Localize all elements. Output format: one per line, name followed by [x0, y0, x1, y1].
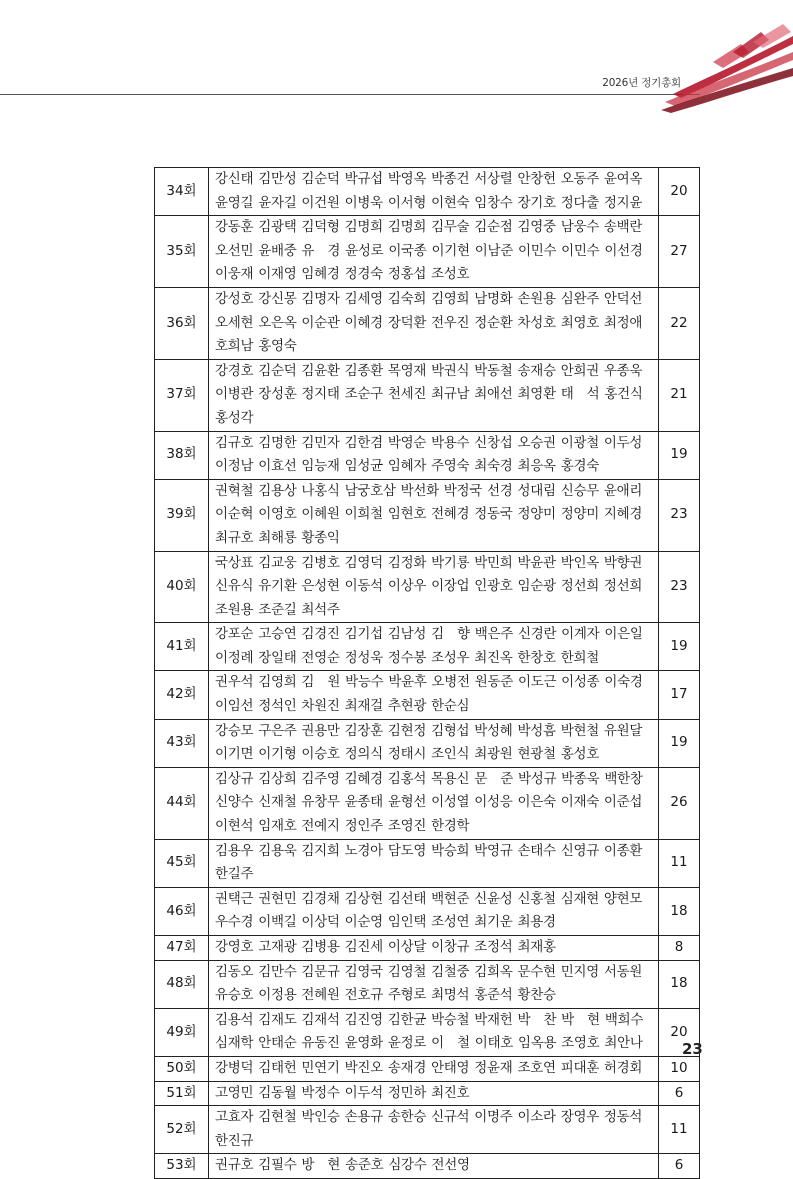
names-cell: 강포순 고승연 김경진 김기섭 김남성 김 향 백은주 신경란 이계자 이은일 이정례 장일태 전영순 정성욱 정수봉 조성우 최진옥 한창호 한희철: [209, 623, 659, 671]
names-cell: 김동오 김만수 김문규 김영국 김영철 김철중 김희옥 문수현 민지영 서동원 유승호 이정용 전혜원 전호규 주형로 최명석 홍준석 황찬승: [209, 960, 659, 1008]
count-cell: 6: [659, 1154, 700, 1179]
generation-cell: 42회: [155, 671, 209, 719]
generation-cell: 49회: [155, 1008, 209, 1056]
names-cell: 고효자 김현철 박인승 손용규 송한승 신규석 이명주 이소라 장영우 정동석 한진규: [209, 1106, 659, 1154]
table-row: [155, 1008, 700, 1056]
generation-cell: 50회: [155, 1056, 209, 1081]
member-table: [154, 167, 700, 1179]
table-row: [155, 359, 700, 431]
table-row: [155, 216, 700, 288]
table-row: [155, 479, 700, 551]
table-row: [155, 551, 700, 623]
count-cell: 26: [659, 767, 700, 839]
count-cell: 20: [659, 1008, 700, 1056]
count-cell: 11: [659, 1106, 700, 1154]
names-cell: 강승모 구은주 권용만 김장훈 김현정 김형섭 박성혜 박성흠 박현철 유원달 이기면 이기형 이승호 정의식 정태시 조인식 최광원 현광철 홍성호: [209, 719, 659, 767]
names-cell: 강병덕 김태헌 민연기 박진오 송재경 안태영 정윤재 조호연 피대훈 허경회: [209, 1056, 659, 1081]
generation-cell: 51회: [155, 1081, 209, 1106]
names-cell: 강경호 김순덕 김윤환 김종환 목영재 박권식 박동철 송재승 안희권 우종욱 이병관 장성훈 정지태 조순구 천세진 최규남 최애선 최영환 태 석 홍건식 홍성각: [209, 359, 659, 431]
generation-cell: 46회: [155, 887, 209, 935]
count-cell: 19: [659, 623, 700, 671]
table-row: [155, 623, 700, 671]
table-row: [155, 1056, 700, 1081]
count-cell: 10: [659, 1056, 700, 1081]
table-row: [155, 767, 700, 839]
generation-cell: 44회: [155, 767, 209, 839]
generation-cell: 40회: [155, 551, 209, 623]
names-cell: 강성호 강신몽 김명자 김세영 김숙희 김영희 남명화 손원용 심완주 안덕선 오세현 오은옥 이순관 이혜경 장덕환 전우진 정순환 차성호 최영호 최정애 호희남 홍영숙: [209, 287, 659, 359]
generation-cell: 38회: [155, 431, 209, 479]
generation-cell: 35회: [155, 216, 209, 288]
count-cell: 8: [659, 936, 700, 961]
names-cell: 고영민 김동월 박정수 이두석 정민하 최진호: [209, 1081, 659, 1106]
names-cell: 권우석 김영희 김 원 박능수 박윤후 오병전 원동준 이도근 이성종 이숙경 이임선 정석인 차원진 최재걸 추현광 한순심: [209, 671, 659, 719]
generation-cell: 34회: [155, 168, 209, 216]
names-cell: 김용석 김재도 김재석 김진영 김한균 박승철 박재헌 박 찬 박 현 백희수 심재학 안태순 유동진 윤영화 윤정로 이 철 이태호 임옥용 조영호 최안나: [209, 1008, 659, 1056]
names-cell: 국상표 김교웅 김병호 김영덕 김정화 박기룡 박민희 박윤관 박인옥 박향권 신유식 유기환 은성현 이동석 이상우 이장업 인광호 임순광 정선희 정선희 조원용 조준길 최석주: [209, 551, 659, 623]
table-row: [155, 960, 700, 1008]
generation-cell: 45회: [155, 839, 209, 887]
table-row: [155, 1106, 700, 1154]
generation-cell: 47회: [155, 936, 209, 961]
count-cell: 17: [659, 671, 700, 719]
table-row: [155, 168, 700, 216]
count-cell: 6: [659, 1081, 700, 1106]
table-row: [155, 1154, 700, 1179]
count-cell: 20: [659, 168, 700, 216]
count-cell: 11: [659, 839, 700, 887]
count-cell: 18: [659, 960, 700, 1008]
names-cell: 권혁철 김용상 나홍식 남궁호삼 박선화 박정국 선경 성대림 신승무 윤애리 이순혁 이영호 이혜원 이희철 임현호 전혜경 정동국 정양미 정양미 지혜경 최규호 최해룡 황종익: [209, 479, 659, 551]
generation-cell: 52회: [155, 1106, 209, 1154]
count-cell: 23: [659, 479, 700, 551]
table-row: [155, 431, 700, 479]
names-cell: 강신태 김만성 김순덕 박규섭 박영옥 박종건 서상렬 안창헌 오동주 윤여옥 윤영길 윤자길 이건원 이병욱 이서형 이현숙 임창수 장기호 정다출 정지윤: [209, 168, 659, 216]
table-row: [155, 887, 700, 935]
generation-cell: 43회: [155, 719, 209, 767]
generation-cell: 41회: [155, 623, 209, 671]
count-cell: 23: [659, 551, 700, 623]
names-cell: 강동훈 김광택 김덕형 김명희 김명희 김무술 김순점 김영중 남웅수 송백란 오선민 윤배중 유 경 윤성로 이국종 이기현 이남준 이민수 이민수 이선경 이웅재 이재영 임혜경 정경숙 정홍섭 조성호: [209, 216, 659, 288]
names-cell: 권택근 권현민 김경채 김상현 김선태 백현준 신윤성 신홍철 심재현 양현모 우수경 이백길 이상덕 이순영 임인택 조성연 최기운 최용경: [209, 887, 659, 935]
count-cell: 19: [659, 431, 700, 479]
header-title: 2026년 정기총회: [602, 77, 681, 89]
names-cell: 김규호 김명한 김민자 김한겸 박영순 박용수 신창섭 오승권 이광철 이두성 이정남 이효선 임능재 임성균 임혜자 주영숙 최숙경 최응옥 홍경숙: [209, 431, 659, 479]
table-row: [155, 287, 700, 359]
count-cell: 27: [659, 216, 700, 288]
header-rule: [0, 94, 700, 95]
generation-cell: 53회: [155, 1154, 209, 1179]
table-row: [155, 671, 700, 719]
generation-cell: 36회: [155, 287, 209, 359]
table-row: [155, 839, 700, 887]
names-cell: 권규호 김필수 방 현 송준호 심강수 전선영: [209, 1154, 659, 1179]
names-cell: 김상규 김상희 김주영 김혜경 김홍석 목용신 문 준 박성규 박종욱 백한창 신양수 신재철 유창무 윤종태 윤형선 이성열 이성응 이은숙 이재숙 이준섭 이현석 임재호 전예지 정인주 조영진 한경학: [209, 767, 659, 839]
table-row: [155, 936, 700, 961]
ribbon-logo-icon: [653, 22, 793, 114]
page-number: 23: [682, 1040, 703, 1058]
count-cell: 18: [659, 887, 700, 935]
names-cell: 강영호 고재광 김병용 김진세 이상달 이창규 조정석 최재홍: [209, 936, 659, 961]
names-cell: 김용우 김용욱 김지희 노경아 담도영 박승희 박영규 손태수 신영규 이종환 한길주: [209, 839, 659, 887]
generation-cell: 37회: [155, 359, 209, 431]
table-row: [155, 719, 700, 767]
count-cell: 22: [659, 287, 700, 359]
count-cell: 21: [659, 359, 700, 431]
count-cell: 19: [659, 719, 700, 767]
generation-cell: 48회: [155, 960, 209, 1008]
table-row: [155, 1081, 700, 1106]
generation-cell: 39회: [155, 479, 209, 551]
